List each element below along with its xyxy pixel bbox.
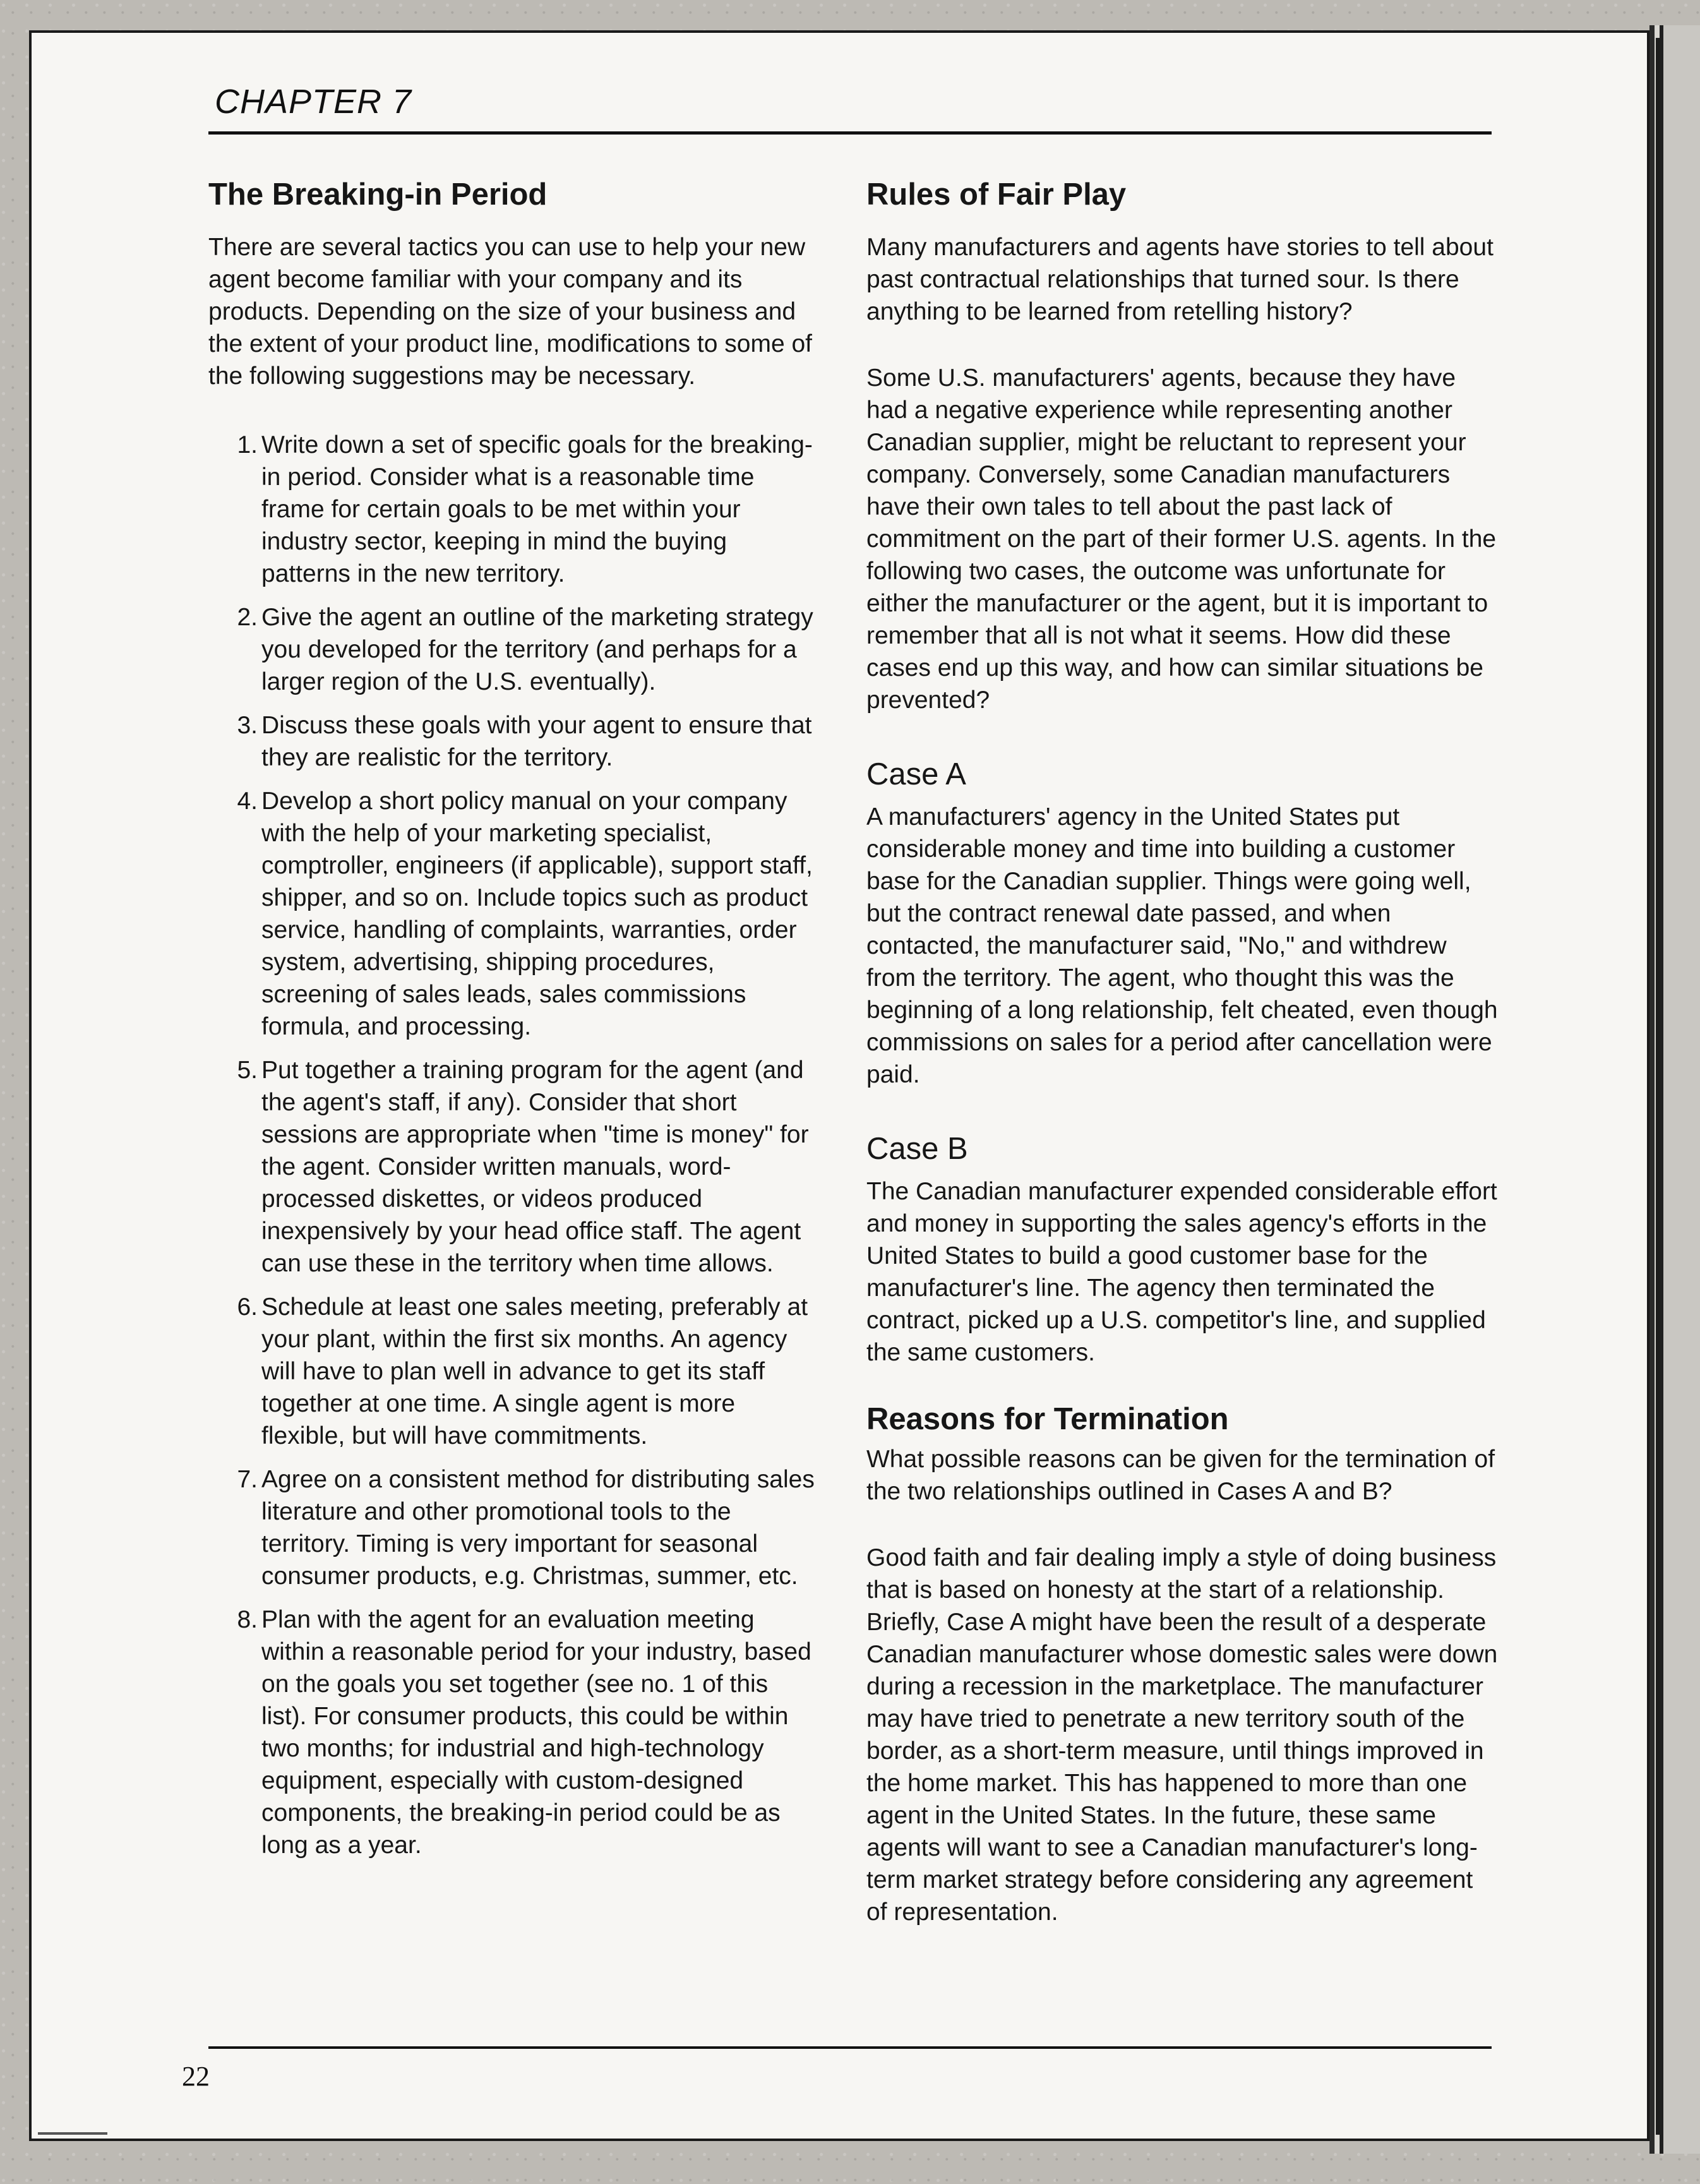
- case-b-text: The Canadian manufacturer expended considerable effort and money in supporting the sales agency's efforts in the United States to build a good customer base for the manufacturer's line. The agency then terminated the contract, picked up a U.S. competitor's line, and supplied the same customers.: [866, 1177, 1497, 1366]
- case-a-title: Case A: [866, 757, 966, 791]
- list-number: 7.: [237, 1465, 258, 1493]
- section-title-fair-play: Rules of Fair Play: [866, 177, 1127, 212]
- right-column: [866, 178, 1498, 1928]
- list-number: 2.: [237, 603, 258, 631]
- list-text: Put together a training program for the agent (and the agent's staff, if any). Consider that short sessions are appropriate when "time is money" for the agent. Consider written manuals, word-processed diskettes, or videos produced inexpensively by your head office staff. The agent can use these in the territory when time allows.: [261, 1056, 809, 1277]
- case-b-title: Case B: [866, 1131, 968, 1166]
- list-text: Plan with the agent for an evaluation meeting within a reasonable period for your industry, based on the goals you set together (see no. 1 of this list). For consumer products, this could be within two months; for industrial and high-technology equipment, especially with custom-designed components, the breaking-in period could be as long as a year.: [261, 1605, 811, 1859]
- left-column: [208, 178, 815, 1873]
- scan-corner-mark: [38, 2132, 107, 2135]
- termination-paragraph-2: Good faith and fair dealing imply a style of doing business that is based on honesty at the start of a relationship. Briefly, Case A might have been the result of a desperate Canadian manufacturer whose domestic sales were down during a recession in the marketplace. The manufacturer may have tried to penetrate a new territory south of the border, as a short-term measure, until things improved in the home market. This has happened to more than one agent in the United States. In the future, these same agents will want to see a Canadian manufacturer's long-term market strategy before considering any agreement of representation.: [866, 1544, 1498, 1926]
- list-number: 8.: [237, 1605, 258, 1633]
- list-item: [208, 1291, 815, 1452]
- list-text: Write down a set of specific goals for the breaking-in period. Consider what is a reasonable time frame for certain goals to be met within your industry sector, keeping in mind the buying patterns in the new territory.: [261, 431, 813, 587]
- tactics-list: [208, 429, 815, 1861]
- list-number: 1.: [237, 431, 258, 459]
- list-item: [208, 1604, 815, 1861]
- footer-rule: [208, 2046, 1492, 2049]
- section-title-termination: Reasons for Termination: [866, 1401, 1229, 1436]
- list-item: [208, 429, 815, 590]
- page-number: 22: [182, 2061, 210, 2092]
- list-item: [208, 1054, 815, 1280]
- list-text: Give the agent an outline of the marketing strategy you developed for the territory (and perhaps for a larger region of the U.S. eventually).: [261, 603, 813, 695]
- list-text: Discuss these goals with your agent to ensure that they are realistic for the territory.: [261, 711, 812, 771]
- binding-line: [1656, 38, 1660, 2135]
- list-item: [208, 709, 815, 774]
- list-text: Agree on a consistent method for distributing sales literature and other promotional tools to the territory. Timing is very important for seasonal consumer products, e.g. Christmas, summer, etc.: [261, 1465, 815, 1590]
- header-rule: [208, 131, 1492, 135]
- list-text: Schedule at least one sales meeting, preferably at your plant, within the first six months. An agency will have to plan well in advance to get its staff together at one time. A single agent is more flexible, but will have commitments.: [261, 1293, 808, 1449]
- list-text: Develop a short policy manual on your company with the help of your marketing specialist, comptroller, engineers (if applicable), support staff, shipper, and so on. Include topics such as product service, handling of complaints, warranties, order system, advertising, shipping procedures, screening of sales leads, sales commissions formula, and processing.: [261, 787, 813, 1040]
- termination-paragraph-1: What possible reasons can be given for the termination of the two relationships outlined in Cases A and B?: [866, 1445, 1495, 1505]
- list-number: 6.: [237, 1293, 258, 1321]
- case-a-text: A manufacturers' agency in the United States put considerable money and time into building a customer base for the Canadian supplier. Things were going well, but the contract renewal date passed, and when contacted, the manufacturer said, "No," and withdrew from the territory. The agent, who thought this was the beginning of a long relationship, felt cheated, even though commissions on sales for a period after cancellation were paid.: [866, 803, 1498, 1088]
- fair-play-paragraph-1: Many manufacturers and agents have stories to tell about past contractual relationships that turned sour. Is there anything to be learned from retelling history?: [866, 233, 1493, 325]
- list-item: [208, 1463, 815, 1592]
- section-title-breaking-in: The Breaking-in Period: [208, 177, 548, 212]
- list-number: 3.: [237, 711, 258, 739]
- fair-play-paragraph-2: Some U.S. manufacturers' agents, because they have had a negative experience while representing another Canadian supplier, might be reluctant to represent your company. Conversely, some Canadian manufacturers have their own tales to tell about the past lack of commitment on the part of their former U.S. agents. In the following two cases, the outcome was unfortunate for either the manufacturer or the agent, but it is important to remember that all is not what it seems. How did these cases end up this way, and how can similar situations be prevented?: [866, 364, 1497, 714]
- list-number: 5.: [237, 1056, 258, 1084]
- chapter-heading: CHAPTER 7: [215, 83, 412, 121]
- list-number: 4.: [237, 787, 258, 815]
- breaking-in-intro: There are several tactics you can use to help your new agent become familiar with your company and its products. Depending on the size of your business and the extent of your product line, modifications to some of the following suggestions may be necessary.: [208, 233, 813, 390]
- list-item: [208, 601, 815, 698]
- list-item: [208, 785, 815, 1043]
